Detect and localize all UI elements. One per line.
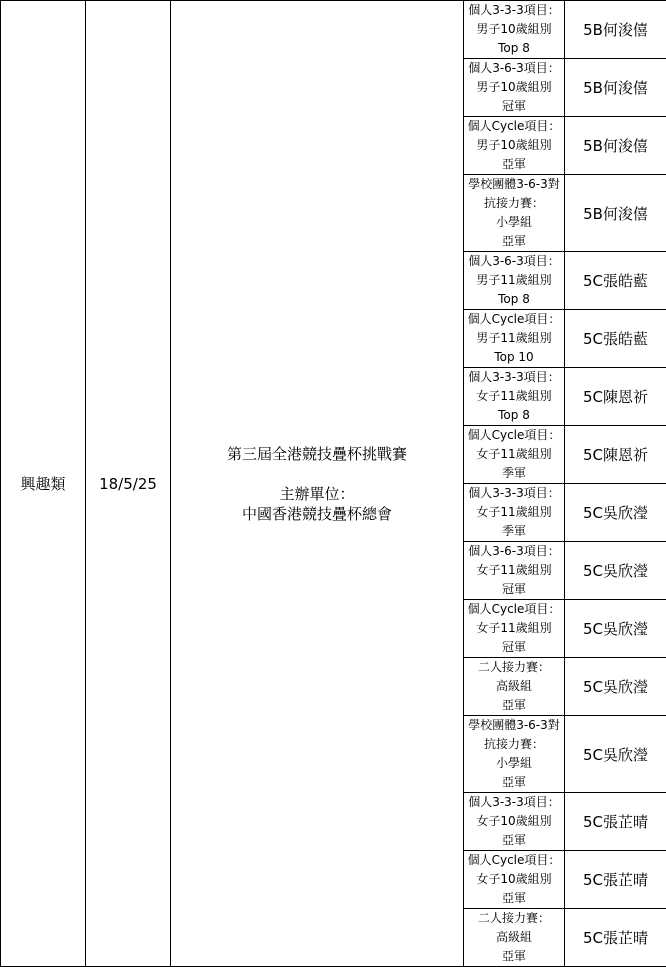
award-line: 亞軍 xyxy=(464,232,564,251)
student-cell xyxy=(565,368,666,426)
award-line: 亞軍 xyxy=(464,831,564,850)
award-row xyxy=(1,1,666,59)
award-line: 抗接力賽： xyxy=(464,735,564,754)
student-name: 5B何浚僖 xyxy=(583,205,648,223)
award-cell xyxy=(464,484,565,542)
award-cell xyxy=(464,426,565,484)
award-line: 亞軍 xyxy=(464,155,564,174)
student-cell xyxy=(565,175,666,252)
date-label: 18/5/25 xyxy=(99,475,157,493)
award-line: Top 8 xyxy=(464,39,564,58)
award-line: 高級組 xyxy=(464,928,564,947)
student-cell xyxy=(565,716,666,793)
student-name: 5C張芷晴 xyxy=(583,813,648,831)
award-line: 男子10歲組別 xyxy=(464,20,564,39)
student-cell xyxy=(565,793,666,851)
award-line: 二人接力賽： xyxy=(464,909,564,928)
student-name: 5B何浚僖 xyxy=(583,137,648,155)
award-cell xyxy=(464,793,565,851)
award-line: Top 8 xyxy=(464,406,564,425)
student-name: 5C陳恩祈 xyxy=(583,446,648,464)
student-cell xyxy=(565,658,666,716)
student-cell xyxy=(565,1,666,59)
award-cell xyxy=(464,600,565,658)
organizer-name: 中國香港競技疊杯總會 xyxy=(171,504,463,524)
award-line: 個人3-3-3項目： xyxy=(464,484,564,503)
award-line: 學校團體3-6-3對 xyxy=(464,175,564,194)
event-cell xyxy=(171,1,464,967)
award-cell xyxy=(464,175,565,252)
award-line: 個人Cycle項目： xyxy=(464,426,564,445)
student-name: 5C張皓藍 xyxy=(583,330,648,348)
award-line: 男子10歲組別 xyxy=(464,78,564,97)
student-name: 5C吳欣瀅 xyxy=(583,504,648,522)
award-line: 個人3-6-3項目： xyxy=(464,252,564,271)
student-cell xyxy=(565,851,666,909)
award-line: 男子11歲組別 xyxy=(464,329,564,348)
award-line: 亞軍 xyxy=(464,889,564,908)
award-line: 季軍 xyxy=(464,522,564,541)
student-cell xyxy=(565,252,666,310)
student-cell xyxy=(565,310,666,368)
student-cell xyxy=(565,426,666,484)
award-cell xyxy=(464,542,565,600)
award-line: 高級組 xyxy=(464,677,564,696)
student-cell xyxy=(565,117,666,175)
award-line: 個人3-3-3項目： xyxy=(464,368,564,387)
student-name: 5C吳欣瀅 xyxy=(583,562,648,580)
award-line: 女子11歲組別 xyxy=(464,561,564,580)
award-line: 冠軍 xyxy=(464,638,564,657)
award-cell xyxy=(464,658,565,716)
student-name: 5C張芷晴 xyxy=(583,871,648,889)
award-line: 女子11歲組別 xyxy=(464,445,564,464)
award-line: Top 8 xyxy=(464,290,564,309)
award-cell xyxy=(464,909,565,967)
event-spacer xyxy=(171,464,463,484)
award-line: 抗接力賽： xyxy=(464,194,564,213)
award-line: Top 10 xyxy=(464,348,564,367)
award-line: 個人Cycle項目： xyxy=(464,600,564,619)
award-cell xyxy=(464,252,565,310)
student-cell xyxy=(565,484,666,542)
award-line: 小學組 xyxy=(464,213,564,232)
award-line: 個人Cycle項目： xyxy=(464,117,564,136)
award-line: 學校團體3-6-3對 xyxy=(464,716,564,735)
student-name: 5B何浚僖 xyxy=(583,79,648,97)
award-cell xyxy=(464,368,565,426)
student-name: 5C陳恩祈 xyxy=(583,388,648,406)
student-name: 5C吳欣瀅 xyxy=(583,746,648,764)
award-cell xyxy=(464,310,565,368)
award-line: 女子10歲組別 xyxy=(464,812,564,831)
award-line: 女子11歲組別 xyxy=(464,619,564,638)
student-name: 5C張皓藍 xyxy=(583,272,648,290)
student-name: 5B何浚僖 xyxy=(583,21,648,39)
award-line: 女子11歲組別 xyxy=(464,503,564,522)
category-cell xyxy=(1,1,86,967)
award-line: 亞軍 xyxy=(464,696,564,715)
award-cell xyxy=(464,59,565,117)
award-line: 冠軍 xyxy=(464,97,564,116)
student-cell xyxy=(565,909,666,967)
award-line: 個人Cycle項目： xyxy=(464,851,564,870)
award-line: 個人3-6-3項目： xyxy=(464,542,564,561)
date-cell xyxy=(86,1,171,967)
award-line: 個人3-3-3項目： xyxy=(464,1,564,20)
award-line: 個人Cycle項目： xyxy=(464,310,564,329)
award-line: 女子11歲組別 xyxy=(464,387,564,406)
award-line: 二人接力賽： xyxy=(464,658,564,677)
awards-table-body xyxy=(1,1,666,967)
event-name: 第三屆全港競技疊杯挑戰賽 xyxy=(171,444,463,464)
award-cell xyxy=(464,117,565,175)
award-line: 亞軍 xyxy=(464,947,564,966)
award-cell xyxy=(464,851,565,909)
student-name: 5C吳欣瀅 xyxy=(583,620,648,638)
student-cell xyxy=(565,542,666,600)
award-line: 個人3-6-3項目： xyxy=(464,59,564,78)
award-line: 女子10歲組別 xyxy=(464,870,564,889)
award-line: 亞軍 xyxy=(464,773,564,792)
award-cell xyxy=(464,1,565,59)
award-line: 冠軍 xyxy=(464,580,564,599)
student-cell xyxy=(565,600,666,658)
student-cell xyxy=(565,59,666,117)
award-line: 個人3-3-3項目： xyxy=(464,793,564,812)
award-cell xyxy=(464,716,565,793)
award-line: 季軍 xyxy=(464,464,564,483)
category-label: 興趣類 xyxy=(20,475,65,493)
student-name: 5C吳欣瀅 xyxy=(583,678,648,696)
organizer-label: 主辦單位： xyxy=(171,484,463,504)
award-line: 小學組 xyxy=(464,754,564,773)
award-line: 男子11歲組別 xyxy=(464,271,564,290)
award-line: 男子10歲組別 xyxy=(464,136,564,155)
student-name: 5C張芷晴 xyxy=(583,929,648,947)
